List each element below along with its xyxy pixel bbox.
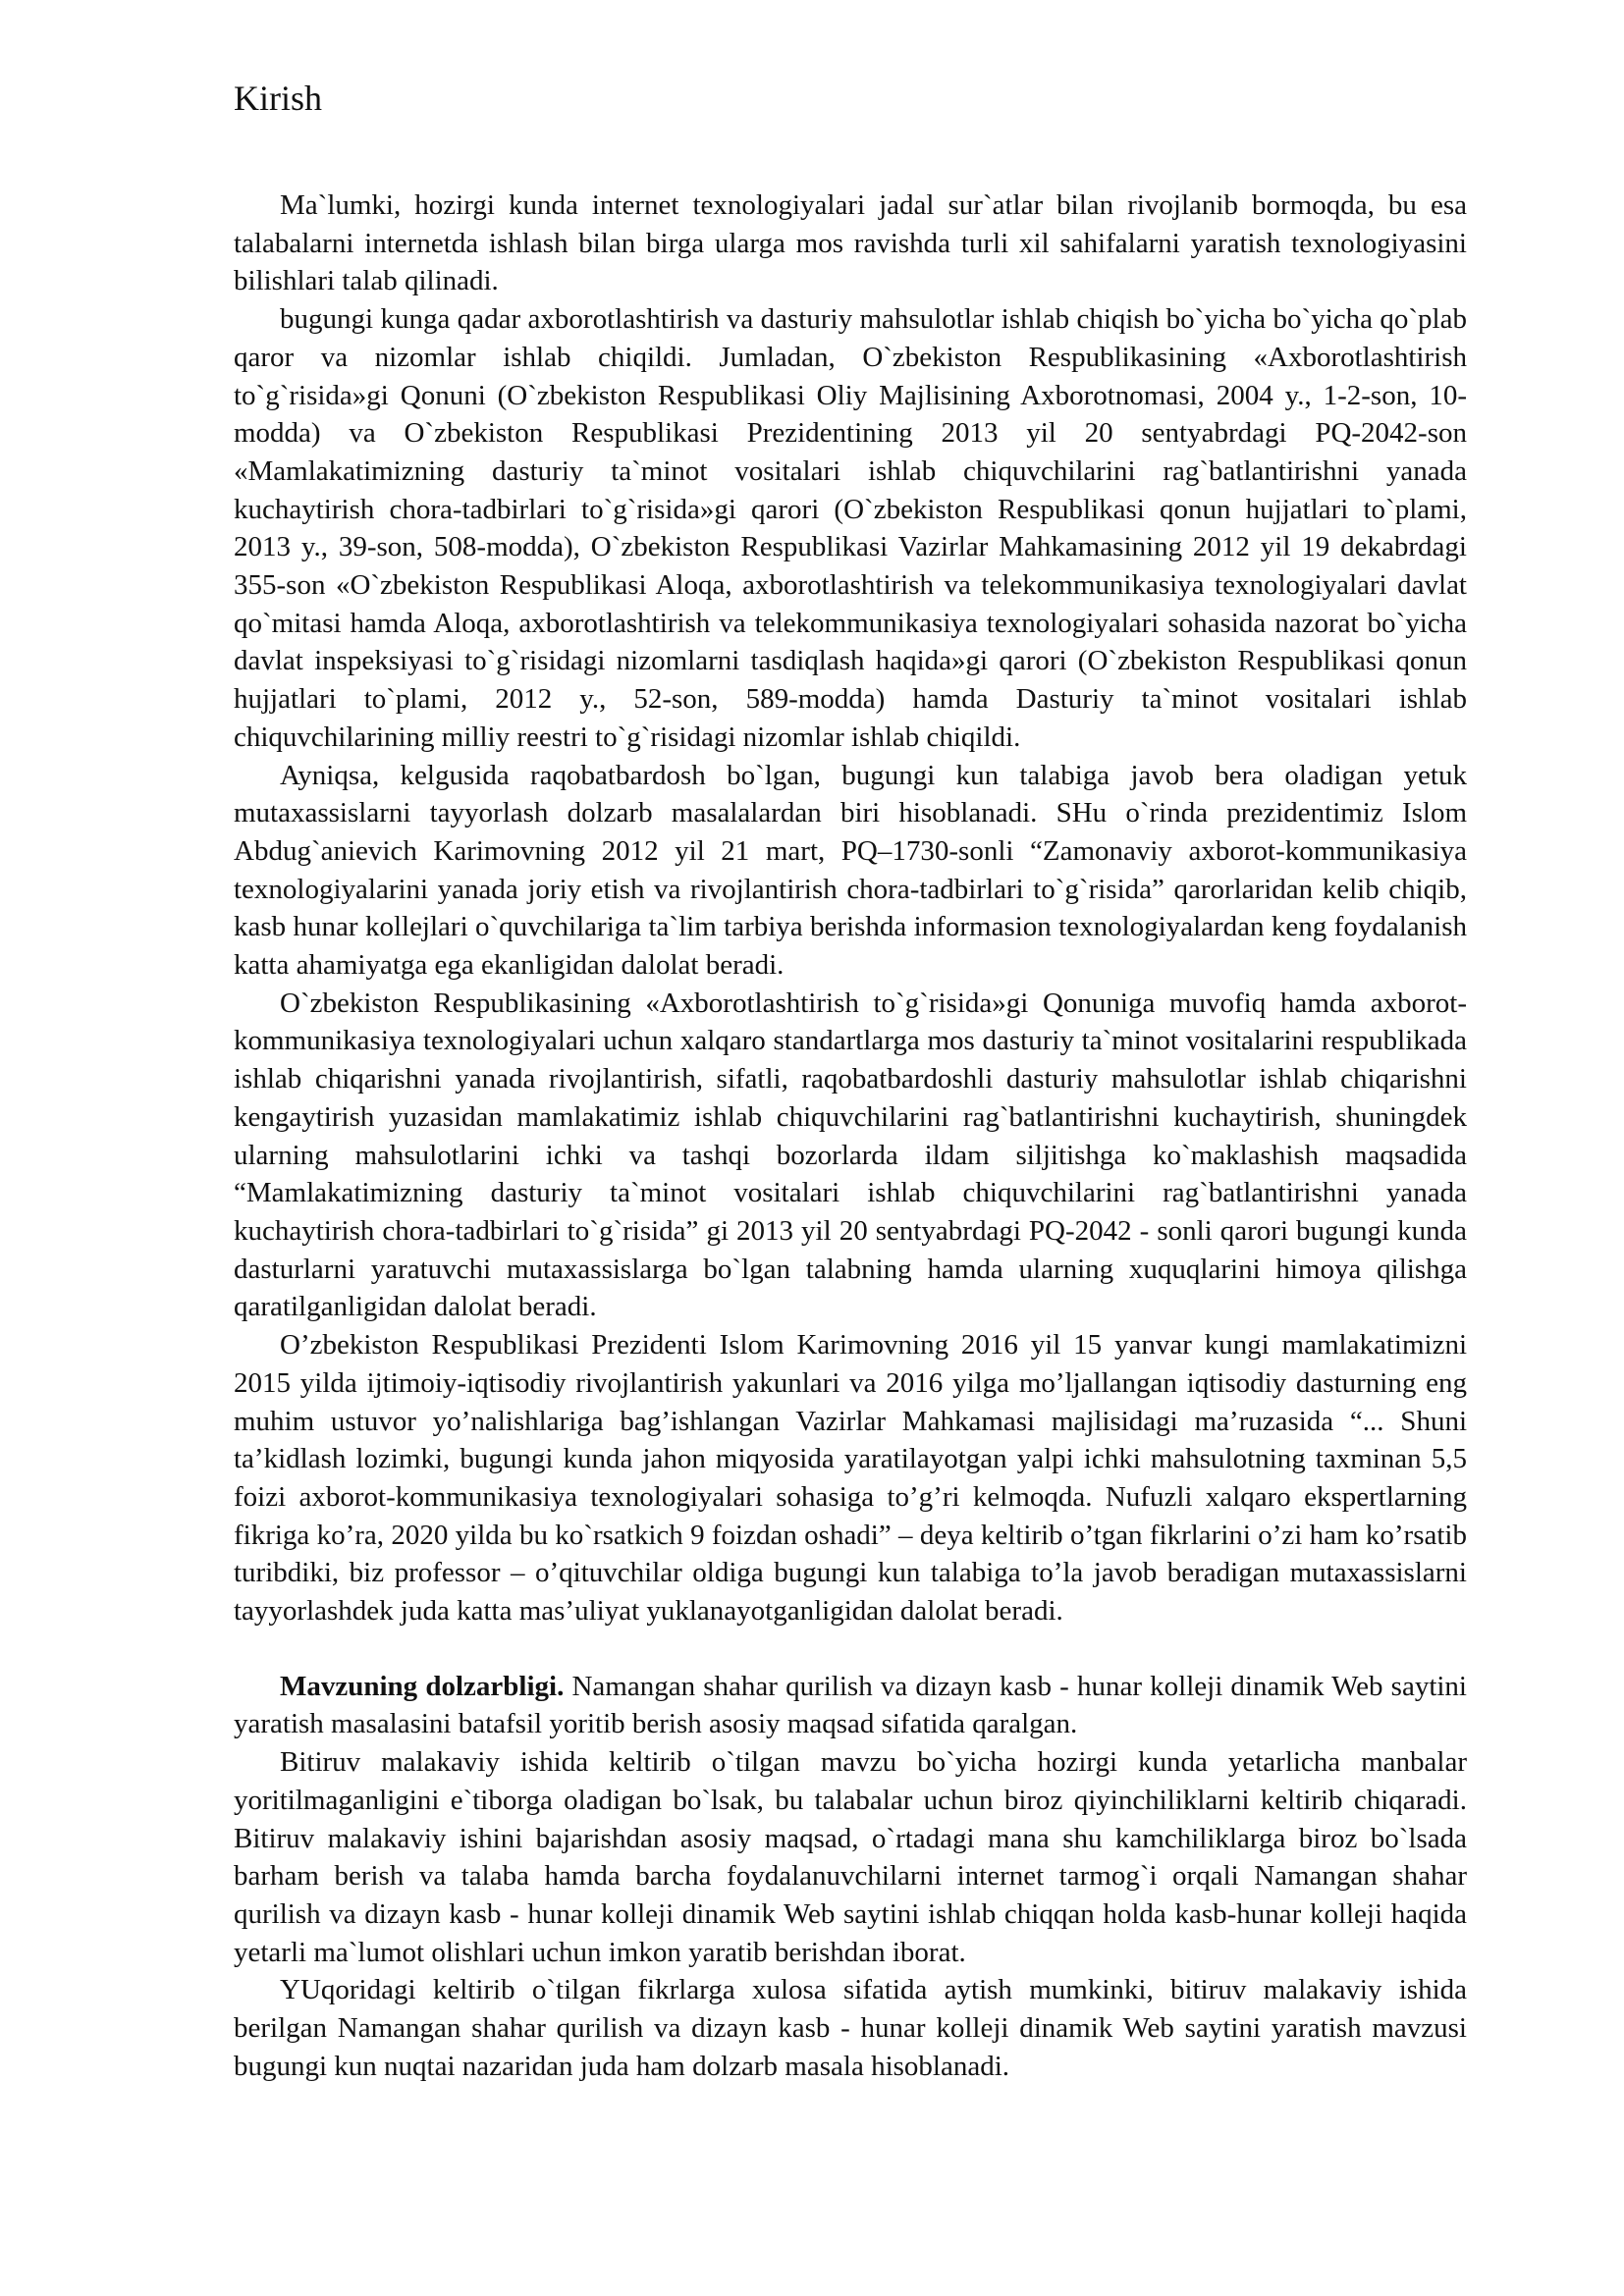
law-paragraph: O`zbekiston Respublikasining «Axborotlashtirish to`g`risida»gi Qonuniga muvofiq hamda axborot-kommunikasiya texnologiyalari uchun xalqaro standartlarga mos dasturiy ta`minot vositalarini respublikada ishlab chiqarishni yanada rivojlantirish, sifatli, raqobatbardoshli dasturiy mahsulotlar ishlab chiqarishni kengaytirish yuzasidan mamlakatimiz ishlab chiquvchilarini rag`batlantirishni kuchaytirish, shuningdek ularning mahsulotlarini ichki va tashqi bozorlarda ildam siljitishga ko`maklashish maqsadida “Mamlakatimizning dasturiy ta`minot vositalari ishlab chiquvchilarini rag`batlantirishni yanada kuchaytirish chora-tadbirlari to`g`risida” gi 2013 yil 20 sentyabrdagi PQ-2042 - sonli qarori bugungi kunda dasturlarni yaratuvchi mutaxassislarga bo`lgan talabning hamda ularning xuquqlarini himoya qilishga qaratilganligidan dalolat beradi. bbox=[234, 987, 1467, 1323]
specialists-paragraph: Ayniqsa, kelgusida raqobatbardosh bo`lgan, bugungi kun talabiga javob bera oladigan yetuk mutaxassislarni tayyorlash dolzarb masalalardan biri hisoblanadi. SHu o`rinda prezidentimiz Islom Abdug`anievich Karimovning 2012 yil 21 mart, PQ–1730-sonli “Zamonaviy axborot-kommunikasiya texnologiyalarini yanada joriy etish va rivojlantirish chora-tadbirlari to`g`risida” qarorlaridan kelib chiqib, kasb hunar kollejlari o`quvchilariga ta`lim tarbiya berishda informasion texnologiyalardan keng foydalanish katta ahamiyatga ega ekanligidan dalolat beradi. bbox=[234, 759, 1467, 982]
intro-paragraph: Ma`lumki, hozirgi kunda internet texnologiyalari jadal sur`atlar bilan rivojlanib bormoqda, bu esa talabalarni internetda ishlash bilan birga ularga mos ravishda turli xil sahifalarni yaratish texnologiyasini bilishlari talab qilinadi. bbox=[234, 189, 1467, 297]
conclusion-paragraph: YUqoridagi keltirib o`tilgan fikrlarga xulosa sifatida aytish mumkinki, bitiruv malakaviy ishida berilgan Namangan shahar qurilish va dizayn kasb - hunar kolleji dinamik Web saytini yaratish mavzusi bugungi kun nuqtai nazaridan juda ham dolzarb masala hisoblanadi. bbox=[234, 1974, 1467, 2082]
relevance-text: Namangan shahar qurilish va dizayn kasb - hunar kolleji dinamik Web saytini yaratish masalasini batafsil yoritib berish asosiy maqsad sifatida qaralgan. bbox=[234, 1670, 1467, 1740]
section-heading: Kirish bbox=[234, 79, 322, 118]
legislation-paragraph: bugungi kunga qadar axborotlashtirish va dasturiy mahsulotlar ishlab chiqish bo`yicha bo`yicha qo`plab qaror va nizomlar ishlab chiqildi. Jumladan, O`zbekiston Respublikasining «Axborotlashtirish to`g`risida»gi Qonuni (O`zbekiston Respublikasi Oliy Majlisining Axborotnomasi, 2004 y., 1-2-son, 10-modda) va O`zbekiston Respublikasi Prezidentining 2013 yil 20 sentyabrdagi PQ-2042-son «Mamlakatimizning dasturiy ta`minot vositalari ishlab chiquvchilarini rag`batlantirishni yanada kuchaytirish chora-tadbirlari to`g`risida»gi qarori (O`zbekiston Respublikasi qonun hujjatlari to`plami, 2013 y., 39-son, 508-modda), O`zbekiston Respublikasi Vazirlar Mahkamasining 2012 yil 19 dekabrdagi 355-son «O`zbekiston Respublikasi Aloqa, axborotlashtirish va telekommunikasiya texnologiyalari davlat qo`mitasi hamda Aloqa, axborotlashtirish va telekommunikasiya texnologiyalari sohasida nazorat bo`yicha davlat inspeksiyasi to`g`risidagi nizomlarni tasdiqlash haqida»gi qarori (O`zbekiston Respublikasi qonun hujjatlari to`plami, 2012 y., 52-son, 589-modda) hamda Dasturiy ta`minot vositalari ishlab chiquvchilarining milliy reestri to`g`risidagi nizomlar ishlab chiqildi. bbox=[234, 303, 1467, 753]
relevance-paragraph bbox=[234, 1668, 1467, 1743]
document-body bbox=[234, 187, 1467, 2085]
paragraph-spacer bbox=[234, 1630, 1467, 1668]
president-speech-paragraph: O’zbekiston Respublikasi Prezidenti Islom Karimovning 2016 yil 15 yanvar kungi mamlakatimizni 2015 yilda ijtimoiy-iqtisodiy rivojlantirish yakunlari va 2016 yilga mo’ljallangan iqtisodiy dasturning eng muhim ustuvor yo’nalishlariga bag’ishlangan Vazirlar Mahkamasi majlisidagi ma’ruzasida “... Shuni ta’kidlash lozimki, bugungi kunda jahon miqyosida yaratilayotgan yalpi ichki mahsulotning taxminan 5,5 foizi axborot-kommunikasiya texnologiyalari sohasiga to’g’ri kelmoqda. Nufuzli xalqaro ekspertlarning fikriga ko’ra, 2020 yilda bu ko`rsatkich 9 foizdan oshadi” – deya keltirib o’tgan fikrlarini o’zi ham ko’rsatib turibdiki, biz professor – o’qituvchilar oldiga bugungi kun talabiga to’la javob beradigan mutaxassislarni tayyorlashdek juda katta mas’uliyat yuklanayotganligidan dalolat beradi. bbox=[234, 1329, 1467, 1628]
relevance-label: Mavzuning dolzarbligi. bbox=[280, 1670, 565, 1702]
goal-paragraph: Bitiruv malakaviy ishida keltirib o`tilgan mavzu bo`yicha hozirgi kunda yetarlicha manbalar yoritilmaganligini e`tiborga oladigan bo`lsak, bu talabalar uchun biroz qiyinchiliklarni keltirib chiqaradi. Bitiruv malakaviy ishini bajarishdan asosiy maqsad, o`rtadagi mana shu kamchiliklarga biroz bo`lsada barham berish va talaba hamda barcha foydalanuvchilarni internet tarmog`i orqali Namangan shahar qurilish va dizayn kasb - hunar kolleji dinamik Web saytini ishlab chiqqan holda kasb-hunar kolleji haqida yetarli ma`lumot olishlari uchun imkon yaratib berishdan iborat. bbox=[234, 1746, 1467, 1968]
